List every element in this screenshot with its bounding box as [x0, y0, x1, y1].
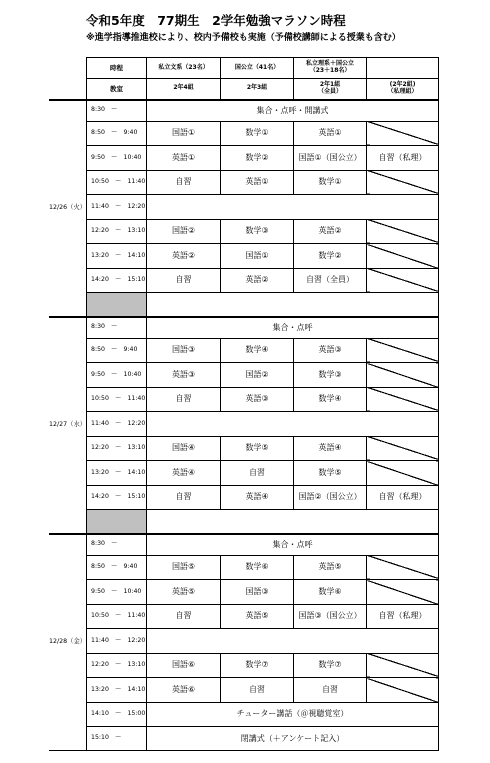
diagonal-cell — [367, 580, 439, 605]
header-spacer — [49, 58, 87, 79]
subject-cell: 国語② — [221, 363, 294, 388]
header-row-courses — [49, 58, 439, 79]
time-cell: 9:50 ～ 10:40 — [87, 363, 147, 388]
event-cell: 集合・点呼 — [147, 534, 439, 556]
subject-cell: 自習 — [221, 461, 294, 486]
time-cell: 11:40 ～ 12:20 — [87, 412, 147, 437]
time-cell: 12:20 ～ 13:10 — [87, 436, 147, 461]
schedule-row — [49, 219, 439, 244]
break-cell — [147, 195, 439, 220]
time-cell: 12:20 ～ 13:10 — [87, 219, 147, 244]
empty-cell — [147, 293, 439, 317]
subject-cell: 英語① — [147, 146, 221, 171]
subject-cell: 自習 — [221, 678, 294, 703]
schedule-row — [49, 510, 439, 534]
subject-cell: 数学⑤ — [294, 461, 367, 486]
subject-cell: 数学⑥ — [221, 555, 294, 580]
subject-cell: 数学① — [221, 121, 294, 146]
time-cell: 13:20 ～ 14:10 — [87, 678, 147, 703]
header-spacer — [49, 79, 87, 100]
schedule-row — [49, 363, 439, 388]
schedule-row — [49, 436, 439, 461]
subject-cell: 国語③ — [147, 338, 221, 363]
subject-cell: 自習（私理） — [367, 485, 439, 510]
schedule-row — [49, 387, 439, 412]
time-cell — [87, 510, 147, 534]
schedule-row — [49, 317, 439, 339]
diagonal-cell — [367, 678, 439, 703]
diagonal-cell — [367, 268, 439, 293]
room-header-0: 2年4組 — [147, 79, 221, 100]
time-cell: 13:20 ～ 14:10 — [87, 461, 147, 486]
subject-cell: 数学⑤ — [221, 436, 294, 461]
subject-cell: 英語② — [221, 268, 294, 293]
schedule-row — [49, 121, 439, 146]
schedule-row — [49, 195, 439, 220]
time-cell: 8:30 ～ — [87, 534, 147, 556]
page-subtitle: ※進学指導推進校により、校内予備校も実施（予備校講師による授業も含む） — [86, 33, 401, 43]
time-cell: 8:30 ～ — [87, 100, 147, 122]
diagonal-cell — [367, 363, 439, 388]
subject-cell: 数学⑥ — [294, 580, 367, 605]
course-header-2: 私立理系＋国公立 （23＋18名） — [294, 58, 367, 79]
time-cell: 8:50 ～ 9:40 — [87, 338, 147, 363]
subject-cell: 数学⑦ — [221, 653, 294, 678]
break-cell — [147, 629, 439, 654]
event-cell: 集合・点呼 — [147, 317, 439, 339]
subject-cell: 英語③ — [294, 338, 367, 363]
diagonal-cell — [367, 387, 439, 412]
time-cell: 8:50 ～ 9:40 — [87, 121, 147, 146]
subject-cell: 英語④ — [221, 485, 294, 510]
time-cell: 10:50 ～ 11:40 — [87, 387, 147, 412]
time-cell: 12:20 ～ 13:10 — [87, 653, 147, 678]
subject-cell: 英語③ — [221, 387, 294, 412]
diagonal-cell — [367, 653, 439, 678]
schedule-row — [49, 170, 439, 195]
schedule-row — [49, 678, 439, 703]
time-cell — [87, 293, 147, 317]
schedule-row — [49, 485, 439, 510]
subject-cell: 国語⑤ — [147, 555, 221, 580]
subject-cell: 自習 — [147, 485, 221, 510]
subject-cell: 自習 — [147, 268, 221, 293]
time-cell: 11:40 ～ 12:20 — [87, 629, 147, 654]
schedule-row — [49, 461, 439, 486]
subject-cell: 国語① — [221, 244, 294, 269]
diagonal-cell — [367, 170, 439, 195]
diagonal-cell — [367, 338, 439, 363]
subject-cell: 数学④ — [294, 387, 367, 412]
time-cell: 14:20 ～ 15:10 — [87, 268, 147, 293]
schedule-row — [49, 244, 439, 269]
subject-cell: 国語⑥ — [147, 653, 221, 678]
subject-cell: 英語④ — [294, 436, 367, 461]
subject-cell: 自習 — [147, 387, 221, 412]
time-cell: 8:30 ～ — [87, 317, 147, 339]
schedule-row — [49, 580, 439, 605]
date-cell: 12/26（火） — [49, 100, 87, 317]
schedule-row — [49, 146, 439, 171]
course-header-3 — [367, 58, 439, 79]
subject-cell: 英語④ — [147, 461, 221, 486]
header-row-rooms — [49, 79, 439, 100]
subject-cell: 自習 — [294, 678, 367, 703]
subject-cell: 国語① — [147, 121, 221, 146]
subject-cell: 英語① — [294, 121, 367, 146]
subject-cell: 英語② — [147, 244, 221, 269]
diagonal-cell — [367, 244, 439, 269]
course-header-0: 私立文系（23名） — [147, 58, 221, 79]
subject-cell: 英語③ — [147, 363, 221, 388]
time-cell: 8:50 ～ 9:40 — [87, 555, 147, 580]
time-cell: 10:50 ～ 11:40 — [87, 170, 147, 195]
subject-cell: 数学⑦ — [294, 653, 367, 678]
schedule-row — [49, 293, 439, 317]
subject-cell: 数学③ — [221, 219, 294, 244]
subject-cell: 自習（全員） — [294, 268, 367, 293]
subject-cell: 数学② — [221, 146, 294, 171]
schedule-row — [49, 534, 439, 556]
page-title: 令和5年度 77期生 2学年勉強マラソン時程 — [86, 13, 346, 28]
schedule-table — [49, 57, 439, 751]
schedule-row — [49, 653, 439, 678]
time-cell: 11:40 ～ 12:20 — [87, 195, 147, 220]
event-cell: 集合・点呼・開講式 — [147, 100, 439, 122]
event-cell: チューター講話（＠視聴覚室） — [147, 702, 439, 727]
room-header-1: 2年3組 — [221, 79, 294, 100]
schedule-row — [49, 268, 439, 293]
subject-cell: 数学② — [294, 244, 367, 269]
diagonal-cell — [367, 121, 439, 146]
diagonal-cell — [367, 219, 439, 244]
schedule-row — [49, 100, 439, 122]
subject-cell: 英語⑤ — [294, 555, 367, 580]
diagonal-cell — [367, 436, 439, 461]
time-cell: 14:20 ～ 15:10 — [87, 485, 147, 510]
course-header-1: 国公立（41名） — [221, 58, 294, 79]
subject-cell: 自習（私理） — [367, 146, 439, 171]
schedule-row — [49, 727, 439, 751]
time-header: 時程 — [87, 58, 147, 79]
subject-cell: 英語① — [221, 170, 294, 195]
subject-cell: 英語⑤ — [147, 580, 221, 605]
subject-cell: 英語⑥ — [147, 678, 221, 703]
subject-cell: 国語③ — [221, 580, 294, 605]
time-cell: 13:20 ～ 14:10 — [87, 244, 147, 269]
event-cell: 閉講式（＋アンケート記入） — [147, 727, 439, 751]
schedule-row — [49, 555, 439, 580]
schedule-row — [49, 629, 439, 654]
room-header: 教室 — [87, 79, 147, 100]
schedule-row — [49, 604, 439, 629]
time-cell: 14:10 ～ 15:00 — [87, 702, 147, 727]
empty-cell — [147, 510, 439, 534]
subject-cell: 自習 — [147, 170, 221, 195]
schedule-row — [49, 338, 439, 363]
diagonal-cell — [367, 461, 439, 486]
room-header-2: 2年1組 （全員） — [294, 79, 367, 100]
subject-cell: 国語①（国公立） — [294, 146, 367, 171]
subject-cell: 英語⑤ — [221, 604, 294, 629]
subject-cell: 国語② — [147, 219, 221, 244]
date-cell: 12/28（金） — [49, 534, 87, 751]
time-cell: 15:10 ～ — [87, 727, 147, 751]
subject-cell: 英語② — [294, 219, 367, 244]
subject-cell: 数学④ — [221, 338, 294, 363]
schedule-row — [49, 412, 439, 437]
time-cell: 10:50 ～ 11:40 — [87, 604, 147, 629]
subject-cell: 自習 — [147, 604, 221, 629]
room-header-3: (2年2組) （私理組） — [367, 79, 439, 100]
time-cell: 9:50 ～ 10:40 — [87, 146, 147, 171]
subject-cell: 自習（私理） — [367, 604, 439, 629]
schedule-row — [49, 702, 439, 727]
subject-cell: 国語④ — [147, 436, 221, 461]
subject-cell: 数学③ — [294, 363, 367, 388]
diagonal-cell — [367, 555, 439, 580]
date-cell: 12/27（水） — [49, 317, 87, 534]
subject-cell: 国語③（国公立） — [294, 604, 367, 629]
break-cell — [147, 412, 439, 437]
subject-cell: 国語②（国公立） — [294, 485, 367, 510]
time-cell: 9:50 ～ 10:40 — [87, 580, 147, 605]
subject-cell: 数学① — [294, 170, 367, 195]
